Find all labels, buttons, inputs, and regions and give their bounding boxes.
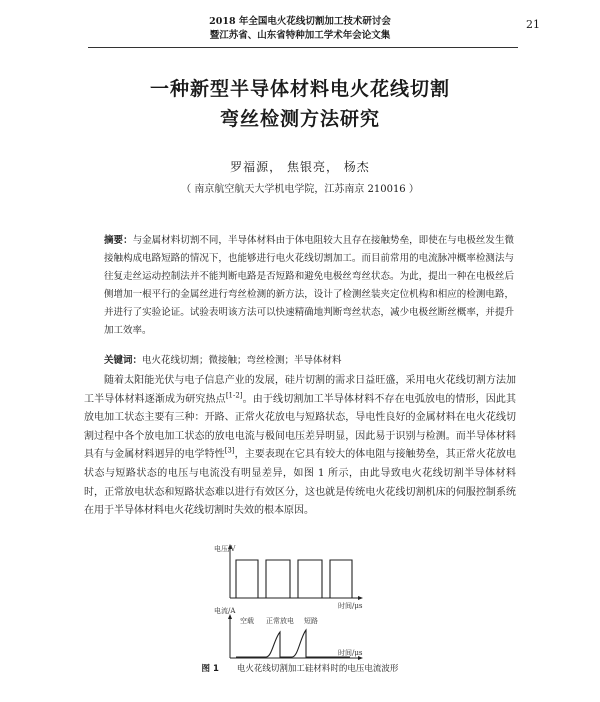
state-normal-label: 正常放电: [266, 617, 294, 625]
figure-1: [200, 544, 430, 664]
time-axis-label-top: 时间/μs: [338, 602, 363, 610]
voltage-x-arrow: [358, 596, 363, 600]
abstract-label: 摘要：: [104, 235, 133, 246]
citation-2[interactable]: [3]: [224, 447, 235, 456]
body-paragraph: [84, 372, 516, 521]
voltage-waveform: [236, 560, 352, 598]
header-rule: [88, 47, 518, 48]
citation-1[interactable]: [1-2]: [225, 391, 243, 400]
keywords-label: 关键词：: [104, 355, 143, 366]
voltage-axis-label: 电压/V: [214, 545, 236, 553]
caption-text: 电火花线切割加工硅材料时的电压电流波形: [236, 664, 399, 674]
body-text-part1: 随着太阳能光伏与电子信息产业的发展，硅片切割的需求日益旺盛，采用电火花线切割方法加工半导体材料逐渐成为研究热点: [84, 375, 516, 405]
abstract-text: 与金属材料切割不同，半导体材料由于体电阻较大且存在接触势垒，即使在与电极丝发生微接触构成电路短路的情况下，也能够进行电火花线切割加工。而目前常用的电流脉冲概率检测法与往复走丝运动控制法并不能判断电路是否短路和避免电极丝弯丝状态。为此，提出一种在电极丝后侧增加一根平行的金属丝进行弯丝检测的新方法，设计了检测丝装夹定位机构和相应的检测电路，并进行了实验论证。试验表明该方法可以快速精确地判断弯丝状态，减少电极丝断丝概率，并提升加工效率。: [104, 235, 514, 336]
figure-caption: [0, 662, 600, 674]
time-axis-label-bottom: 时间/μs: [338, 649, 363, 657]
page-number: 21: [526, 18, 540, 31]
affiliation: （ 南京航空航天大学机电学院，江苏南京 210016 ）: [181, 184, 419, 195]
authors: 罗福源， 焦银亮， 杨杰: [230, 160, 370, 174]
state-short-label: 短路: [304, 617, 318, 625]
current-waveform: [236, 630, 350, 657]
state-open-label: 空载: [240, 617, 254, 625]
conference-title-line2: 暨江苏省、山东省特种加工学术年会论文集: [209, 30, 391, 41]
waveform-diagram: [200, 544, 430, 664]
conference-title-line1: 2018 年全国电火花线切割加工技术研讨会: [209, 16, 391, 27]
caption-number: 图 1: [201, 664, 219, 674]
current-axis-label: 电流/A: [214, 607, 236, 615]
paper-title-line2: 弯丝检测方法研究: [219, 108, 380, 130]
body-text-part2: 。由于线切割加工半导体材料不存在电弧放电的情形，因此其放电加工状态主要有三种：开路、正常火花放电与短路状态，导电性良好的金属材料在电火花线切割过程中各个放电加工状态的放电电流与极间电压差异明显，因此易于识别与检测。而半导体材料具有与金属材料迥异的电学特性: [84, 393, 517, 461]
body-text-part3: ，主要表现在它具有较大的体电阻与接触势垒，其正常火花放电状态与短路状态的电压与电流没有明显差异，如图 1 所示，由此导致电火花线切割半导体材料时，正常放电状态和短路状态难以进行有效区分，这也就是传统电火花线切割机床的伺服控制系统在用于半导体材料电火花线切割时失效的根本原因。: [84, 449, 517, 517]
keywords-text: 电火花线切割；微接触；弯丝检测；半导体材料: [142, 355, 342, 366]
paper-title-line1: 一种新型半导体材料电火花线切割: [149, 78, 450, 100]
page-header: [0, 14, 600, 48]
abstract: [104, 232, 514, 340]
keywords: [104, 352, 514, 366]
